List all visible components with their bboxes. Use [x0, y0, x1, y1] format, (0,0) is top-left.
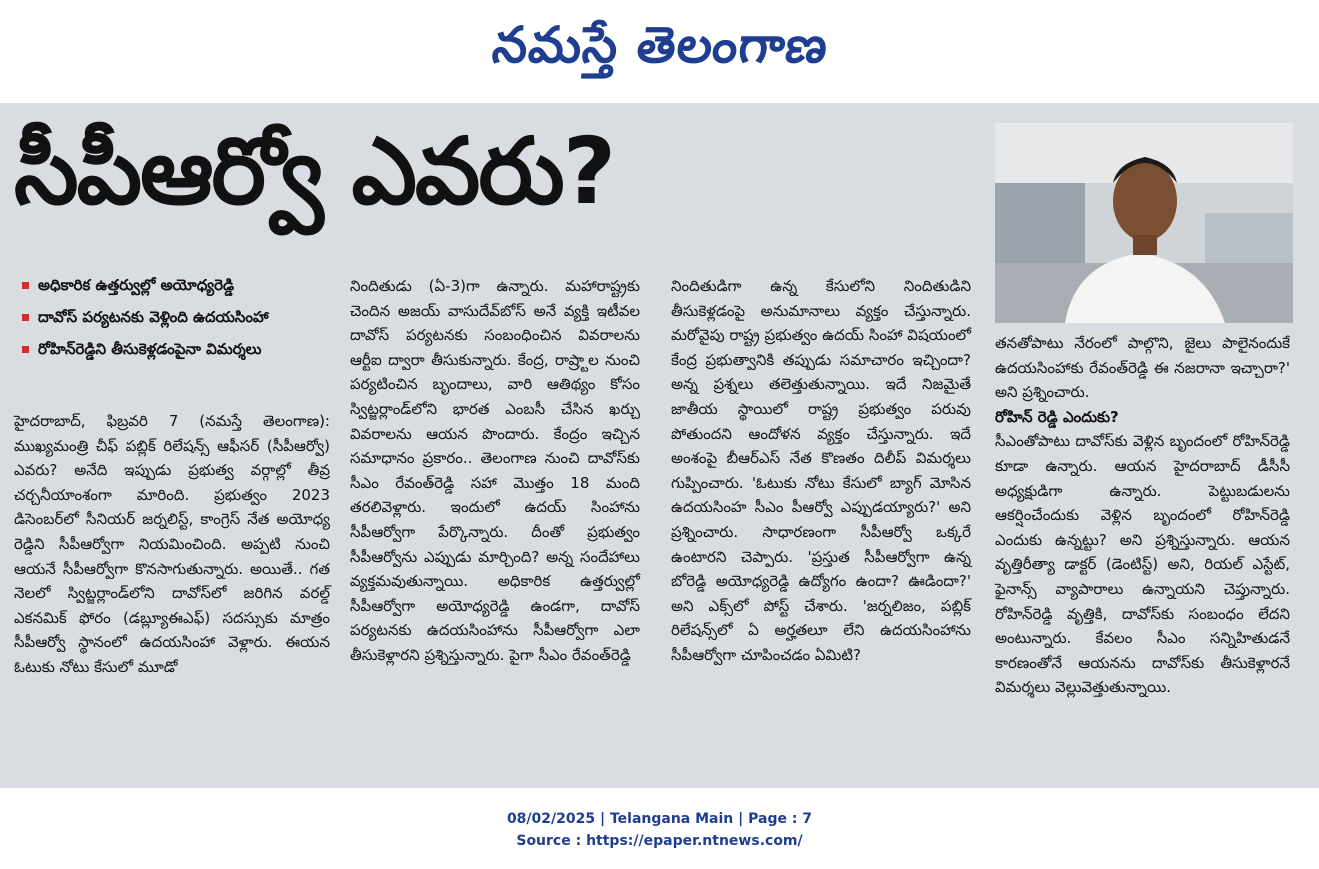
masthead-title: నమస్తే తెలంగాణ	[489, 15, 832, 74]
article-column-2	[350, 274, 640, 668]
bullet-item: అధికారిక ఉత్తర్వుల్లో అయోధ్యరెడ్డి	[22, 269, 344, 301]
footer	[0, 808, 1319, 852]
footer-source-line: Source : https://epaper.ntnews.com/	[516, 833, 803, 849]
article-clip	[0, 103, 1319, 788]
bullet-item: దావోస్ పర్యటనకు వెళ్లింది ఉదయసింహా	[22, 301, 344, 333]
column-text: సీఎంతోపాటు దావోస్‌కు వెళ్లిన బృందంలో రోహిన్‌రెడ్డి కూడా ఉన్నారు. ఆయన హైదరాబాద్ డీసీసీ అధ్యక్షుడిగా ఉన్నారు. పెట్టుబడులను ఆకర్షించేందుకు వెళ్లిన బృందంలో రోహిన్‌రెడ్డి ఎందుకు ఉన్నట్టు? అని ప్రశ్నిస్తున్నారు. ఆయన వృత్తిరీత్యా డాక్టర్ (డెంటిస్ట్) అని, రియల్ ఎస్టేట్, ఫైనాన్స్ వ్యాపారాలు ఉన్నాయని చెప్తున్నారు. రోహిన్‌రెడ్డి వృత్తికి, దావోస్‌కు సంబంధం లేదని అంటున్నారు. కేవలం సీఎం సన్నిహితుడనే కారణంతోనే ఆయనను దావోస్‌కు తీసుకెళ్లారనే విమర్శలు వెల్లువెత్తుతున్నాయి.	[995, 432, 1290, 697]
highlight-bullets	[22, 269, 344, 365]
column-text: నిందితుడు (ఏ-3)గా ఉన్నారు. మహారాష్ట్రకు చెందిన అజయ్ వాసుదేవ్‌బోస్ అనే వ్యక్తి ఇటీవల దావోస్ పర్యటనకు సంబంధించిన వివరాలను ఆర్టీఐ ద్వారా తీసుకున్నారు. కేంద్ర, రాష్ర్టాల నుంచి పర్యటించిన బృందాలు, వారి ఆతిథ్యం కోసం స్విట్జర్లాండ్‌లోని భారత ఎంబసీ చేసిన ఖర్చు వివరాలను ఆయన పొందారు. కేంద్రం ఇచ్చిన సమాధానం ప్రకారం.. తెలంగాణ నుంచి దావోస్‌కు సీఎం రేవంత్‌రెడ్డి సహా మొత్తం 18 మంది తరలివెళ్లారు. ఇందులో ఉదయ్ సింహాను సీపీఆర్వోగా పేర్కొన్నారు. దీంతో ప్రభుత్వం సీపీఆర్వోను ఎప్పుడు మార్చింది? అన్న సందేహాలు వ్యక్తమవుతున్నాయి. అధికారిక ఉత్తర్వుల్లో సీపీఆర్వోగా అయోధ్యరెడ్డి ఉండగా, దావోస్ పర్యటనకు ఉదయసింహాను సీపీఆర్వోగా ఎలా తీసుకెళ్లారని ప్రశ్నిస్తున్నారు. పైగా సీఎం రేవంత్‌రెడ్డి	[350, 277, 640, 664]
bullet-item: రోహిన్‌రెడ్డిని తీసుకెళ్లడంపైనా విమర్శలు	[22, 333, 344, 365]
masthead	[0, 0, 1319, 102]
headline: సీపీఆర్వో ఎవరు?	[14, 118, 615, 225]
article-column-3	[671, 274, 971, 668]
article-column-1	[14, 409, 330, 680]
column-text: నిందితుడిగా ఉన్న కేసులోని నిందితుడిని తీసుకెళ్లడంపై అనుమానాలు వ్యక్తం చేస్తున్నారు. మరోవైపు రాష్ట్ర ప్రభుత్వం ఉదయ్ సింహా విషయంలో కేంద్ర ప్రభుత్వానికి తప్పుడు సమాచారం ఇచ్చిందా? అన్న ప్రశ్నలు తలెత్తుతున్నాయి. ఇదే నిజమైతే జాతీయ స్థాయిలో రాష్ట్ర ప్రభుత్వం పరువు పోతుందని ఆందోళన వ్యక్తం చేస్తున్నారు. ఇదే అంశంపై బీఆర్‌ఎస్ నేత కొణతం దిలీప్ విమర్శలు గుప్పించారు. 'ఓటుకు నోటు కేసులో బ్యాగ్ మోసిన ఉదయసింహ సీఎం పీఆర్వో ఎప్పుడయ్యారు?' అని ప్రశ్నించారు. సాధారణంగా సీపీఆర్వో ఒక్కరే ఉంటారని చెప్పారు. 'ప్రస్తుత సీపీఆర్వోగా ఉన్న బోరెడ్డి అయోధ్యరెడ్డి ఉద్యోగం ఉందా? ఊడిందా?' అని ఎక్స్‌లో పోస్ట్ చేశారు. 'జర్నలిజం, పబ్లిక్ రిలేషన్స్‌లో ఏ అర్హతలూ లేని ఉదయసింహాను సీపీఆర్వోగా చూపించడం ఏమిటి?	[671, 277, 971, 664]
article-column-4	[995, 331, 1290, 700]
sub-heading: రోహిన్ రెడ్డి ఎందుకు?	[995, 407, 1119, 426]
column-text: తనతోపాటు నేరంలో పాల్గొని, జైలు పాలైనందుకే ఉదయసింహాకు రేవంత్‌రెడ్డి ఈ నజరానా ఇచ్చారా?' అని ప్రశ్నించారు.	[995, 334, 1290, 402]
article-photo	[995, 123, 1293, 323]
footer-date-line: 08/02/2025 | Telangana Main | Page : 7	[506, 811, 813, 827]
column-text: హైదరాబాద్, ఫిబ్రవరి 7 (నమస్తే తెలంగాణ): ముఖ్యమంత్రి చీఫ్ పబ్లిక్ రిలేషన్స్ ఆఫీసర్ (సీపీఆర్వో) ఎవరు? అనేది ఇప్పుడు ప్రభుత్వ వర్గాల్లో తీవ్ర చర్చనీయాంశంగా మారింది. ప్రభుత్వం 2023 డిసెంబర్‌లో సీనియర్ జర్నలిస్ట్, కాంగ్రెస్ నేత అయోధ్య రెడ్డిని సీపీఆర్వోగా నియమించింది. అప్పటి నుంచి ఆయనే సీపీఆర్వోగా కొనసాగుతున్నారు. అయితే.. గత నెలలో స్విట్జర్లాండ్‌లోని దావోస్‌లో జరిగిన వరల్డ్ ఎకనమిక్ ఫోరం (డబ్ల్యూఈఎఫ్) సదస్సుకు మాత్రం సీపీఆర్వో స్థానంలో ఉదయసింహా వెళ్లారు. ఈయన ఓటుకు నోటు కేసులో మూడో	[14, 412, 330, 676]
person-photo-icon	[995, 123, 1293, 323]
